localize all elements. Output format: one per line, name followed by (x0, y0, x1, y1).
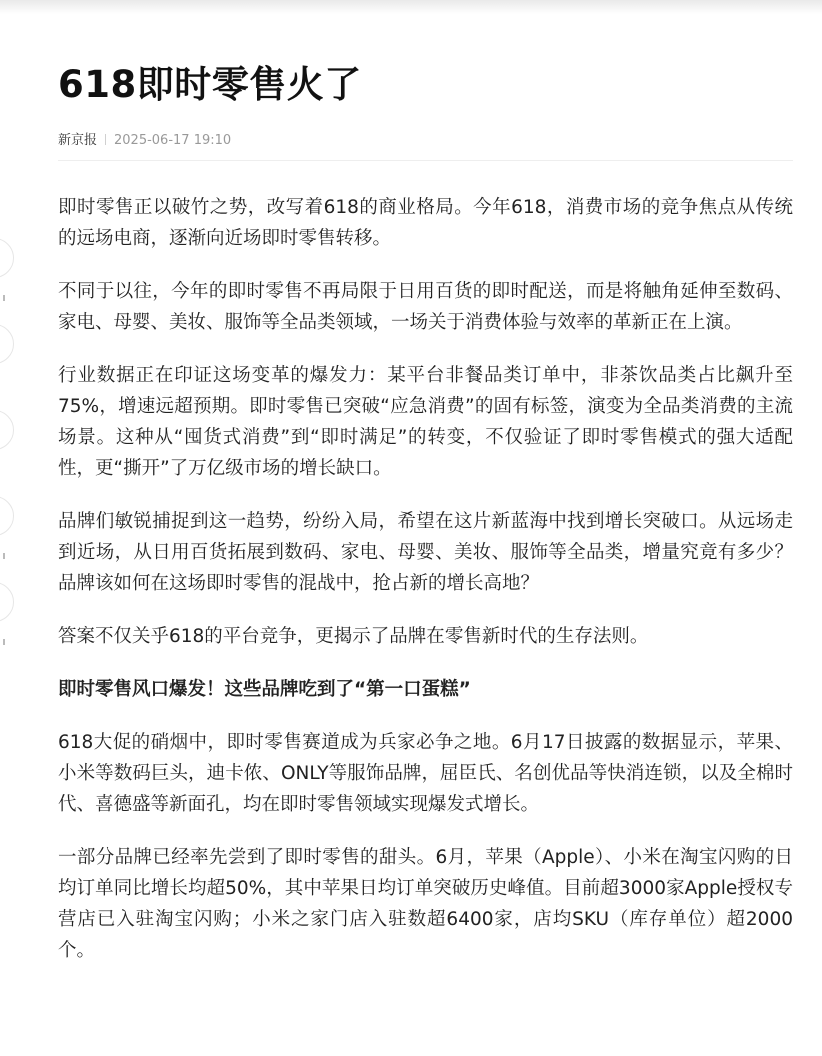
article-paragraph: 不同于以往，今年的即时零售不再局限于日用百货的即时配送，而是将触角延伸至数码、家电、母婴、美妆、服饰等全品类领域，一场关于消费体验与效率的革新正在上演。 (58, 281, 793, 333)
article-meta (58, 129, 231, 148)
side-action-button-4[interactable] (0, 496, 14, 536)
article-subheading: 即时零售风口爆发！这些品牌吃到了“第一口蛋糕” (58, 679, 471, 700)
article-paragraph: 行业数据正在印证这场变革的爆发力：某平台非餐品类订单中，非茶饮品类占比飙升至75%，增速远超预期。即时零售已突破“应急消费”的固有标签，演变为全品类消费的主流场景。这种从“囤货式消费”到“即时满足”的转变，不仅验证了即时零售模式的强大适配性，更“撕开”了万亿级市场的增长缺口。 (58, 365, 793, 479)
article-source[interactable]: 新京报 (58, 133, 98, 148)
article-paragraph: 品牌们敏锐捕捉到这一趋势，纷纷入局，希望在这片新蓝海中找到增长突破口。从远场走到近场，从日用百货拓展到数码、家电、母婴、美妆、服饰等全品类，增量究竟有多少？品牌该如何在这场即时零售的混战中，抢占新的增长高地？ (58, 511, 793, 594)
side-action-button-2[interactable] (0, 324, 14, 364)
article-paragraph: 一部分品牌已经率先尝到了即时零售的甜头。6月，苹果（Apple）、小米在淘宝闪购的日均订单同比增长均超50%，其中苹果日均订单突破历史峰值。目前超3000家Apple授权专营店已入驻淘宝闪购；小米之家门店入驻数超6400家，店均SKU（库存单位）超2000个。 (58, 847, 793, 961)
side-label-mark (3, 639, 5, 645)
side-label-mark (3, 553, 5, 559)
side-label-mark (3, 295, 5, 301)
meta-divider (105, 134, 106, 145)
article-paragraph: 618大促的硝烟中，即时零售赛道成为兵家必争之地。6月17日披露的数据显示，苹果、小米等数码巨头，迪卡侬、ONLY等服饰品牌，屈臣氏、名创优品等快消连锁，以及全棉时代、喜德盛等新面孔，均在即时零售领域实现爆发式增长。 (58, 732, 793, 815)
article-title: 618即时零售火了 (58, 63, 362, 106)
header-divider (58, 160, 793, 161)
article-paragraph: 即时零售正以破竹之势，改写着618的商业格局。今年618，消费市场的竞争焦点从传统的远场电商，逐渐向近场即时零售转移。 (58, 197, 793, 249)
side-action-button-5[interactable] (0, 582, 14, 622)
article-body (58, 192, 793, 988)
side-action-button-1[interactable] (0, 238, 14, 278)
top-bar-shadow (0, 0, 822, 14)
side-share-rail (0, 238, 14, 668)
article-paragraph: 答案不仅关乎618的平台竞争，更揭示了品牌在零售新时代的生存法则。 (58, 626, 649, 647)
side-action-button-3[interactable] (0, 410, 14, 450)
article-date: 2025-06-17 19:10 (114, 133, 232, 148)
